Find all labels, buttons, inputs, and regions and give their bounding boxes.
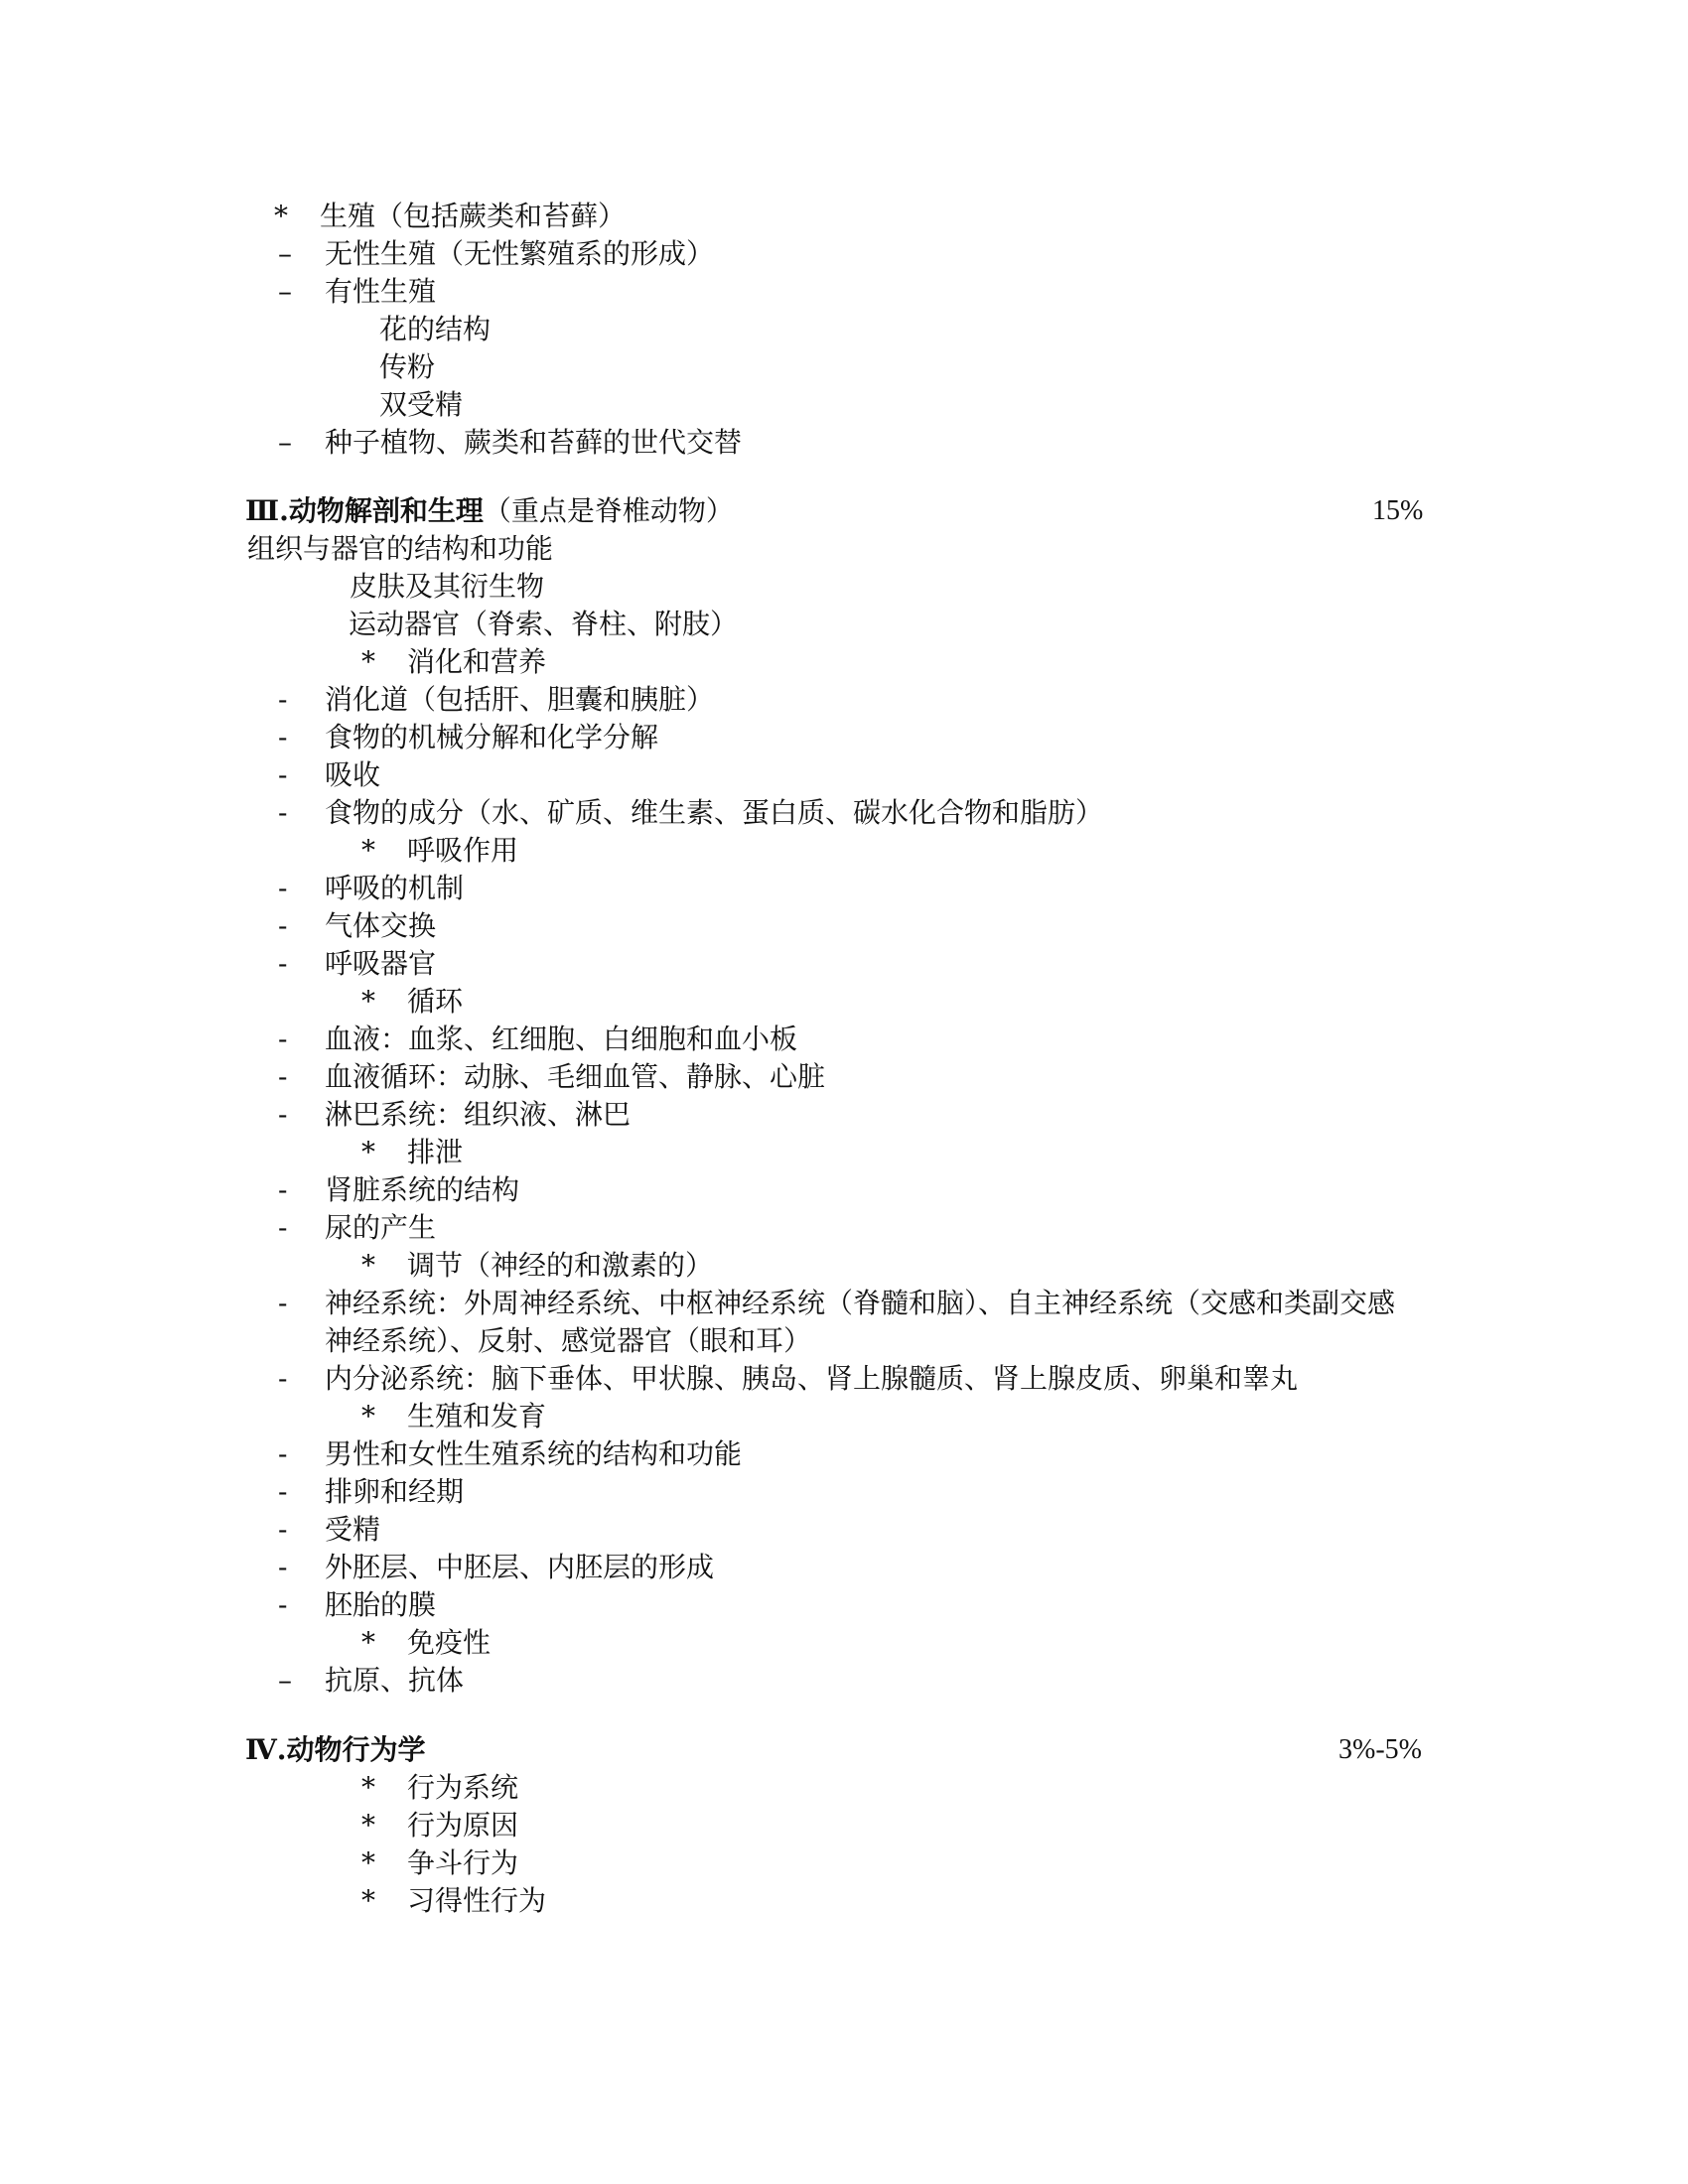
item-text: 花的结构	[379, 313, 492, 345]
item-text: 神经系统）、反射、感觉器官（眼和耳）	[325, 1324, 812, 1357]
asterisk-bullet: *	[361, 1809, 375, 1842]
dash-bullet: –	[278, 275, 292, 308]
item-text: 血液：血浆、红细胞、白细胞和血小板	[325, 1023, 798, 1055]
item-text: 生殖和发育	[407, 1400, 547, 1433]
asterisk-bullet: *	[361, 1884, 375, 1917]
dash-bullet: -	[278, 1211, 288, 1244]
item-text: 争斗行为	[407, 1846, 519, 1879]
dash-bullet: -	[278, 1098, 288, 1131]
dash-bullet: -	[278, 1060, 288, 1093]
item-text: 生殖（包括蕨类和苔藓）	[320, 200, 627, 232]
asterisk-bullet: *	[361, 985, 375, 1018]
item-text: 受精	[325, 1513, 381, 1546]
dash-bullet: -	[278, 1437, 288, 1470]
section-percent: 3%-5%	[1338, 1734, 1422, 1765]
dash-bullet: -	[278, 758, 288, 791]
item-text: 调节（神经的和激素的）	[407, 1249, 714, 1282]
dash-bullet: -	[278, 1551, 288, 1583]
dash-bullet: -	[278, 872, 288, 904]
dash-bullet: -	[278, 1362, 288, 1395]
item-text: 免疫性	[407, 1626, 492, 1659]
item-text: 内分泌系统：脑下垂体、甲状腺、胰岛、肾上腺髓质、肾上腺皮质、卵巢和睾丸	[325, 1362, 1299, 1395]
item-text: 双受精	[379, 388, 464, 421]
item-text: 行为原因	[407, 1809, 519, 1842]
section-heading	[245, 1731, 426, 1769]
dash-bullet: -	[278, 1475, 288, 1508]
item-text: 食物的机械分解和化学分解	[325, 721, 659, 753]
asterisk-bullet: *	[361, 1626, 375, 1659]
asterisk-bullet: *	[361, 645, 375, 678]
asterisk-bullet: *	[361, 1136, 375, 1168]
item-text: 消化道（包括肝、胆囊和胰脏）	[325, 683, 715, 716]
item-text: 消化和营养	[407, 645, 547, 678]
dash-bullet: –	[278, 237, 292, 270]
section-numeral: Ⅲ.	[245, 494, 289, 527]
item-text: 胚胎的膜	[325, 1588, 437, 1621]
item-text: 无性生殖（无性繁殖系的形成）	[325, 237, 715, 270]
section-heading	[245, 492, 734, 530]
section-numeral: Ⅳ.	[245, 1733, 287, 1766]
asterisk-bullet: *	[361, 1400, 375, 1433]
section-title: 动物行为学	[286, 1733, 426, 1766]
asterisk-bullet: *	[361, 834, 375, 867]
dash-bullet: -	[278, 909, 288, 942]
item-text: 有性生殖	[325, 275, 437, 308]
item-text: 皮肤及其衍生物	[350, 570, 545, 603]
dash-bullet: -	[278, 1588, 288, 1621]
section-title: 动物解剖和生理	[288, 494, 484, 527]
dash-bullet: -	[278, 1023, 288, 1055]
asterisk-bullet: *	[361, 1771, 375, 1804]
item-text: 吸收	[325, 758, 381, 791]
section-subtitle: （重点是脊椎动物）	[483, 494, 734, 527]
section-intro: 组织与器官的结构和功能	[247, 532, 554, 565]
item-text: 种子植物、蕨类和苔藓的世代交替	[325, 426, 743, 459]
asterisk-bullet: *	[361, 1846, 375, 1879]
section-percent: 15%	[1372, 495, 1424, 526]
item-text: 血液循环：动脉、毛细血管、静脉、心脏	[325, 1060, 826, 1093]
item-text: 肾脏系统的结构	[325, 1173, 520, 1206]
item-text: 习得性行为	[407, 1884, 547, 1917]
item-text: 运动器官（脊索、脊柱、附肢）	[349, 608, 739, 640]
item-text: 食物的成分（水、矿质、维生素、蛋白质、碳水化合物和脂肪）	[325, 796, 1104, 829]
item-text: 气体交换	[325, 909, 437, 942]
dash-bullet: -	[278, 1173, 288, 1206]
item-text: 排卵和经期	[325, 1475, 465, 1508]
item-text: 淋巴系统：组织液、淋巴	[325, 1098, 632, 1131]
dash-bullet: –	[278, 426, 292, 459]
dash-bullet: -	[278, 1513, 288, 1546]
asterisk-bullet: *	[274, 200, 288, 232]
item-text: 呼吸作用	[407, 834, 519, 867]
item-text: 神经系统：外周神经系统、中枢神经系统（脊髓和脑）、自主神经系统（交感和类副交感	[325, 1287, 1396, 1319]
dash-bullet: -	[278, 683, 288, 716]
item-text: 外胚层、中胚层、内胚层的形成	[325, 1551, 715, 1583]
asterisk-bullet: *	[361, 1249, 375, 1282]
item-text: 排泄	[407, 1136, 464, 1168]
item-text: 行为系统	[407, 1771, 519, 1804]
item-text: 男性和女性生殖系统的结构和功能	[325, 1437, 743, 1470]
item-text: 抗原、抗体	[325, 1664, 465, 1697]
item-text: 呼吸的机制	[325, 872, 465, 904]
item-text: 循环	[407, 985, 464, 1018]
item-text: 尿的产生	[325, 1211, 437, 1244]
dash-bullet: -	[278, 721, 288, 753]
dash-bullet: -	[278, 796, 288, 829]
item-text: 呼吸器官	[325, 947, 437, 980]
dash-bullet: -	[278, 947, 288, 980]
dash-bullet: -	[278, 1287, 288, 1319]
dash-bullet: –	[278, 1664, 292, 1697]
item-text: 传粉	[379, 350, 436, 383]
